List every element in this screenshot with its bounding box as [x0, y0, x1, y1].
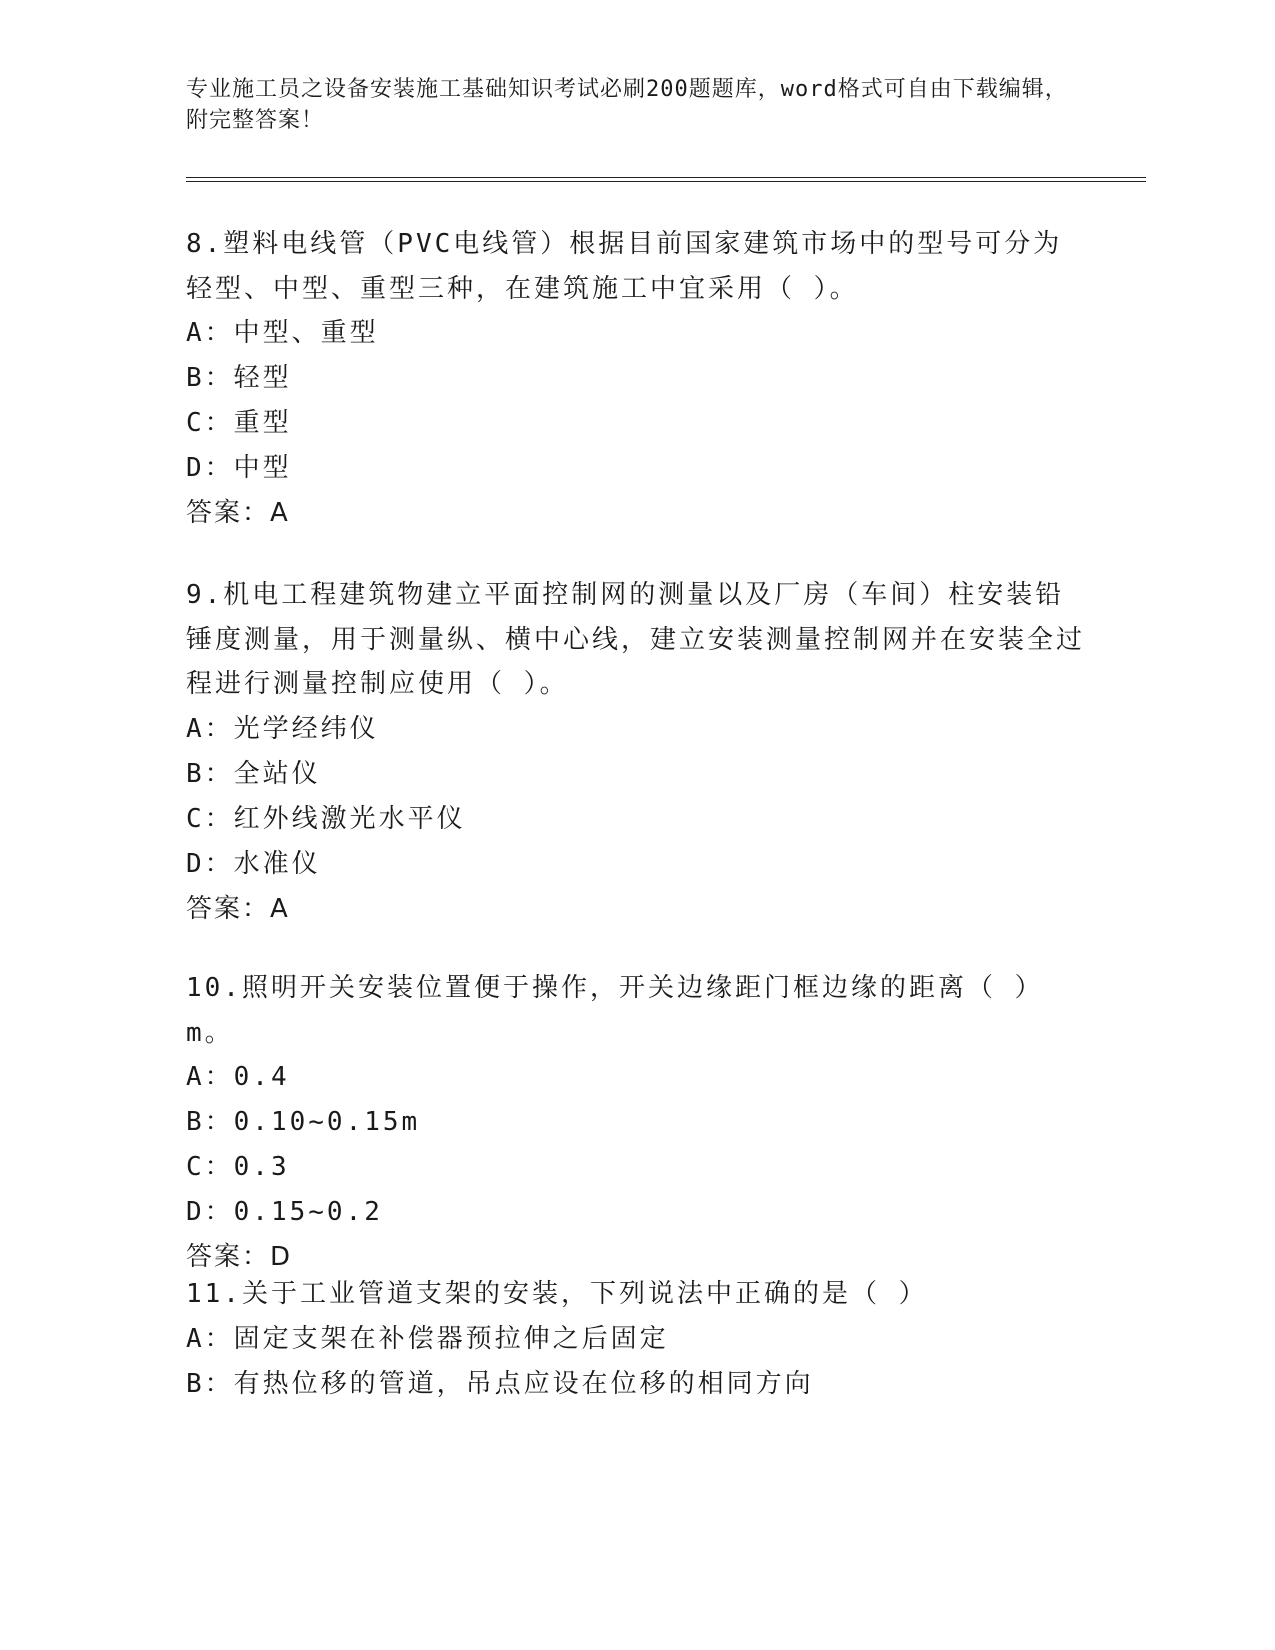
option-c: C：重型 [186, 408, 292, 438]
option-b: B：轻型 [186, 363, 292, 393]
option-d: D：0.15~0.2 [186, 1197, 383, 1227]
question-8 [186, 222, 1086, 536]
question-stem: 10.照明开关安装位置便于操作，开关边缘距门框边缘的距离（ ）m。 [186, 973, 1044, 1048]
option-a: A：中型、重型 [186, 318, 379, 348]
question-stem: 8.塑料电线管（PVC电线管）根据目前国家建筑市场中的型号可分为轻型、中型、重型三种，在建筑施工中宜采用（ ）。 [186, 229, 1063, 304]
question-9 [186, 573, 1086, 932]
question-11 [186, 1272, 1086, 1407]
option-b: B：全站仪 [186, 758, 321, 789]
document-header: 专业施工员之设备安装施工基础知识考试必刷200题题库，word格式可自由下载编辑，附完整答案！ [186, 77, 1068, 133]
question-stem: 11.关于工业管道支架的安装，下列说法中正确的是（ ） [186, 1279, 928, 1309]
option-d: D：中型 [186, 453, 292, 483]
option-b: B：0.10~0.15m [186, 1107, 421, 1137]
option-a: A：光学经纬仪 [186, 713, 379, 744]
answer: 答案：D [186, 1242, 293, 1272]
header-divider [186, 177, 1146, 182]
answer: 答案：A [186, 498, 290, 528]
option-d: D：水准仪 [186, 848, 321, 879]
question-stem: 9.机电工程建筑物建立平面控制网的测量以及厂房（车间）柱安装铅锤度测量，用于测量纵、横中心线，建立安装测量控制网并在安装全过程进行测量控制应使用（ ）。 [186, 580, 1086, 699]
answer: 答案：A [186, 893, 290, 924]
option-c: C：0.3 [186, 1152, 290, 1182]
option-b: B：有热位移的管道，吊点应设在位移的相同方向 [186, 1368, 814, 1399]
question-10 [186, 966, 1086, 1280]
option-a: A：固定支架在补偿器预拉伸之后固定 [186, 1323, 669, 1354]
option-a: A：0.4 [186, 1062, 290, 1092]
option-c: C：红外线激光水平仪 [186, 803, 466, 834]
